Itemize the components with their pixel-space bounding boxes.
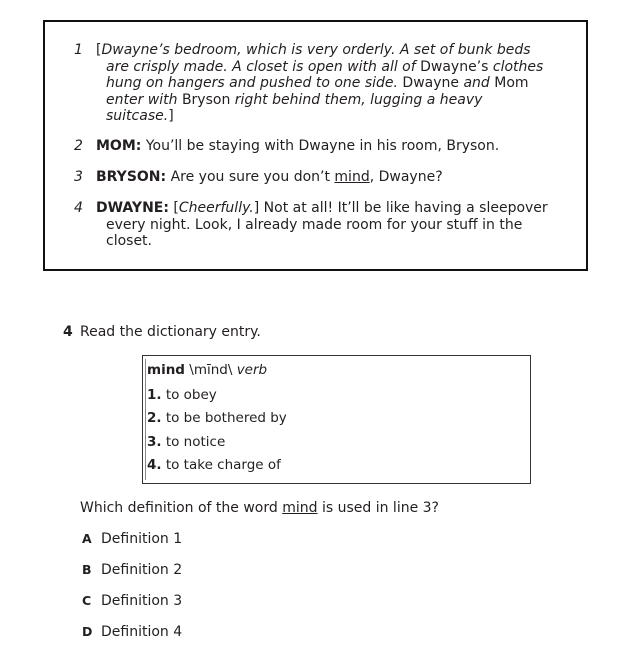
speaker-name: DWAYNE: xyxy=(96,200,169,216)
underlined-word: mind xyxy=(282,500,318,516)
choice-text: Definition 3 xyxy=(101,593,183,609)
line-number: 2 xyxy=(74,138,83,154)
part-of-speech: verb xyxy=(236,362,268,378)
underlined-word: mind xyxy=(334,169,370,185)
line-number: 4 xyxy=(74,200,83,216)
passage-line-3: 3 BRYSON: Are you sure you don’t mind, Dwayne? xyxy=(74,169,443,185)
definition-item: 4. to take charge of xyxy=(147,457,281,473)
answer-choice-a[interactable] xyxy=(82,531,182,547)
line-number: 1 xyxy=(74,42,83,58)
line-number: 3 xyxy=(74,169,83,185)
question-prompt: Read the dictionary entry. xyxy=(80,324,261,340)
choice-letter: D xyxy=(82,624,93,639)
choice-letter: B xyxy=(82,562,92,577)
definition-item: 1. to obey xyxy=(147,387,217,403)
choice-text: Definition 4 xyxy=(101,624,183,640)
definition-item: 2. to be bothered by xyxy=(147,410,287,426)
dialogue-text: Not at all! It’ll be like having a sleepover every night. Look, I already made room for your stuff in the closet. xyxy=(106,200,548,249)
stage-direction: Cheerfully. xyxy=(178,200,254,216)
answer-choice-b[interactable] xyxy=(82,562,182,578)
stage-direction: Dwayne’s bedroom, which is very orderly. A set of bunk beds are crisply made. A closet is open with all of xyxy=(101,42,531,75)
speaker-name: BRYSON: xyxy=(96,169,167,185)
speaker-name: MOM: xyxy=(96,138,142,154)
pronunciation: \mīnd\ xyxy=(189,362,233,378)
passage-line-1: 1 [Dwayne’s bedroom, which is very orderly. A set of bunk beds are crisply made. A closet is open with all of Dwayne’s clothes hung on hangers and pushed to one side. Dwayne and Mom enter with Bryson right behind them, lugging a heavy suitcase.] xyxy=(74,42,544,124)
choice-text: Definition 2 xyxy=(101,562,183,578)
question-stem: Which definition of the word mind is used in line 3? xyxy=(80,500,439,516)
passage-line-4: 4 DWAYNE: [Cheerfully.] Not at all! It’ll be like having a sleepover every night. Look, I already made room for your stuff in the closet. xyxy=(74,200,548,249)
definition-item: 3. to notice xyxy=(147,434,226,450)
headword: mind xyxy=(147,362,185,378)
dictionary-headword xyxy=(147,362,267,378)
question-number: 4 xyxy=(63,324,73,340)
passage-box xyxy=(43,20,588,271)
passage-line-2 xyxy=(74,138,554,155)
dialogue-text: You’ll be staying with Dwayne in his room, Bryson. xyxy=(145,138,500,154)
answer-choice-c[interactable] xyxy=(82,593,182,609)
dictionary-rule xyxy=(145,359,146,480)
choice-text: Definition 1 xyxy=(101,531,183,547)
choice-letter: C xyxy=(82,593,92,608)
answer-choice-d[interactable] xyxy=(82,624,182,640)
choice-letter: A xyxy=(82,531,92,546)
